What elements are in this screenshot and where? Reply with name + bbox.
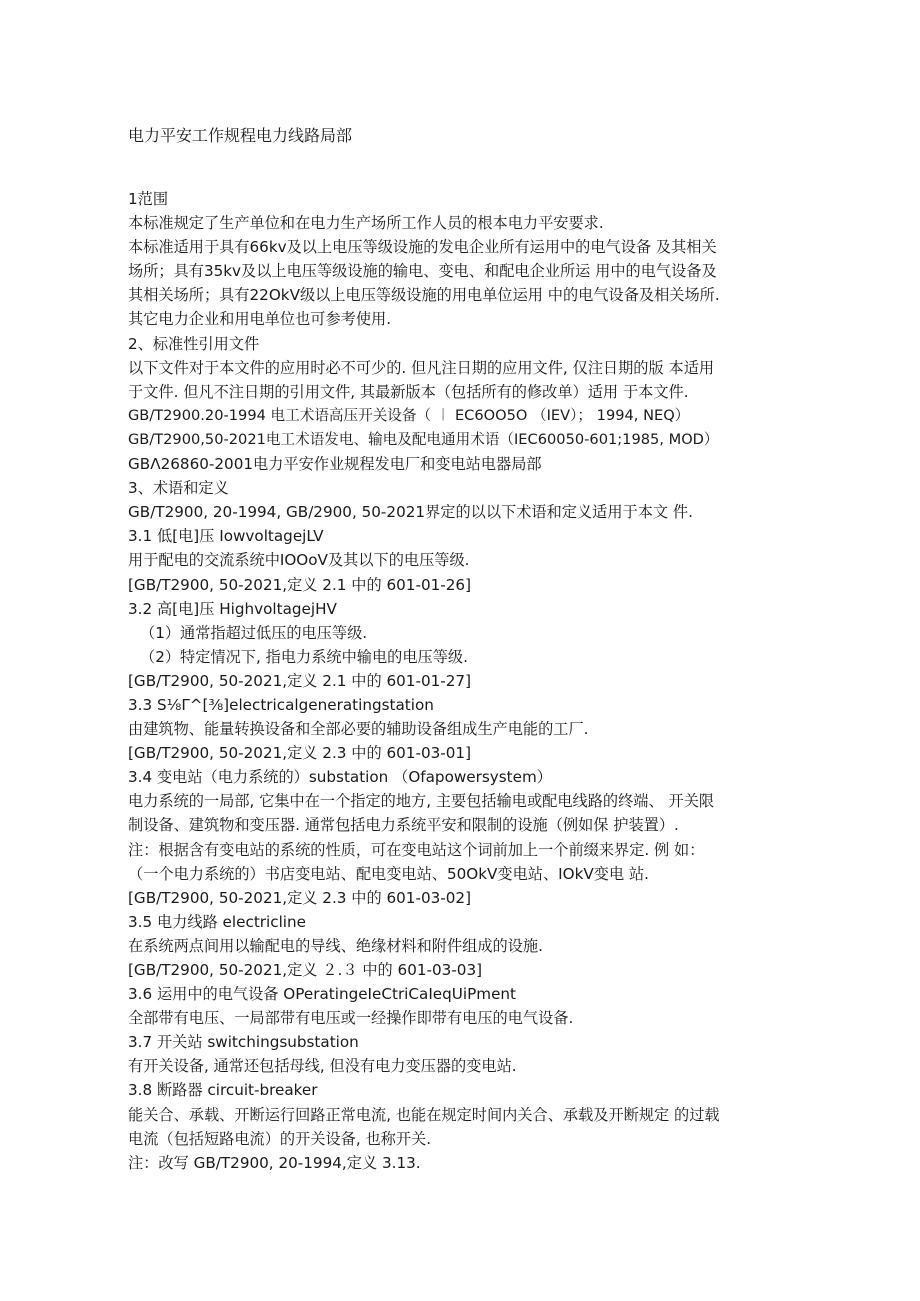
definition-line: 有开关设备, 通常还包括母线, 但没有电力变压器的变电站. [128, 1057, 517, 1076]
reference-line: GBΛ26860-2001电力平安作业规程发电厂和变电站电器局部 [128, 455, 542, 474]
term-heading: 3.6 运用中的电气设备 OPeratingeIeCtriCaIeqUiPment [128, 985, 516, 1004]
definition-line: （2）特定情况下, 指电力系统中输电的电压等级. [140, 647, 468, 666]
citation-line: [GB/T2900, 50-2021,定义 2.1 中的 601-01-26] [128, 575, 472, 594]
definition-line: 在系统两点间用以输配电的导线、绝缘材料和附件组成的设施. [128, 936, 543, 955]
paragraph-line: 场所；具有35kv及以上电压等级设施的输电、变电、和配电企业所运 用中的电气设备及 [128, 262, 717, 281]
citation-line: [GB/T2900, 50-2021,定义 2.3 中的 601-03-01] [128, 744, 472, 763]
document-title: 电力平安工作规程电力线路局部 [128, 126, 353, 145]
reference-line: GB/T2900,50-2021电工术语发电、输电及配电通用术语（IEC60050-601;1985, MOD） [128, 430, 719, 448]
citation-line: [GB/T2900, 50-2021,定义 ２.３ 中的 601-03-03] [128, 961, 483, 979]
reference-line: GB/T2900.20-1994 电工术语高压开关设备（ ︱ EC6OO5O （IEV）； 1994, NEQ） [128, 406, 690, 424]
definition-line: 电流（包括短路电流）的开关设备, 也称开关. [128, 1129, 432, 1148]
term-heading: 3.1 低[电]压 IowvoltagejLV [128, 527, 324, 546]
paragraph-line: 其相关场所；具有22OkV级以上电压等级设施的用电单位运用 中的电气设备及相关场所. [128, 286, 720, 305]
document-body [128, 187, 800, 1175]
definition-line: 能关合、承载、开断运行回路正常电流, 也能在规定时间内关合、承载及开断规定 的过载 [128, 1105, 720, 1124]
term-heading: 3.5 电力线路 electricline [128, 912, 306, 931]
term-heading: 3.4 变电站（电力系统的）substation （Ofapowersystem） [128, 768, 552, 787]
definition-line: 电力系统的一局部, 它集中在一个指定的地方, 主要包括输电或配电线路的终端、 开关限 [128, 792, 715, 811]
definition-line: （1）通常指超过低压的电压等级. [140, 623, 368, 642]
heading-scope: 1范围 [128, 190, 169, 208]
definition-line: 用于配电的交流系统中IOOoV及其以下的电压等级. [128, 551, 470, 570]
paragraph-line: GB/T2900, 20-1994, GB/2900, 50-2021界定的以以下术语和定义适用于本文 件. [128, 503, 693, 522]
note-line: （一个电力系统的）书店变电站、配电变电站、50OkV变电站、IOkV变电 站. [128, 864, 649, 883]
term-heading: 3.7 开关站 switchingsubstation [128, 1033, 359, 1052]
paragraph-line: 本标准规定了生产单位和在电力生产场所工作人员的根本电力平安要求. [128, 214, 604, 233]
term-heading: 3.3 S⅛Γ^[⅜]electricalgeneratingstation [128, 695, 434, 714]
definition-line: 由建筑物、能量转换设备和全部必要的辅助设备组成生产电能的工厂. [128, 720, 589, 739]
paragraph-line: 本标准适用于具有66kv及以上电压等级设施的发电企业所有运用中的电气设备 及其相关 [128, 238, 717, 257]
term-heading: 3.8 断路器 circuit-breaker [128, 1081, 318, 1100]
citation-line: [GB/T2900, 50-2021,定义 2.3 中的 601-03-02] [128, 888, 472, 907]
heading-references: 2、标准性引用文件 [128, 334, 260, 353]
paragraph-line: 以下文件对于本文件的应用时必不可少的. 但凡注日期的应用文件, 仅注日期的版 本适用 [128, 358, 715, 377]
definition-line: 制设备、建筑物和变压器. 通常包括电力系统平安和限制的设施（例如保 护装置）. [128, 816, 679, 835]
paragraph-line: 于文件. 但凡不注日期的引用文件, 其最新版本（包括所有的修改单）适用 于本文件. [128, 382, 689, 401]
heading-terms: 3、术语和定义 [128, 479, 229, 498]
note-line: 注：改写 GB/T2900, 20-1994,定义 3.13. [128, 1153, 421, 1172]
note-line: 注：根据含有变电站的系统的性质，可在变电站这个词前加上一个前缀来界定. 例 如： [128, 840, 705, 859]
term-heading: 3.2 高[电]压 HighvoltagejHV [128, 599, 337, 618]
citation-line: [GB/T2900, 50-2021,定义 2.1 中的 601-01-27] [128, 671, 472, 690]
paragraph-line: 其它电力企业和用电单位也可参考使用. [128, 310, 392, 329]
definition-line: 全部带有电压、一局部带有电压或一经操作即带有电压的电气设备. [128, 1009, 574, 1028]
